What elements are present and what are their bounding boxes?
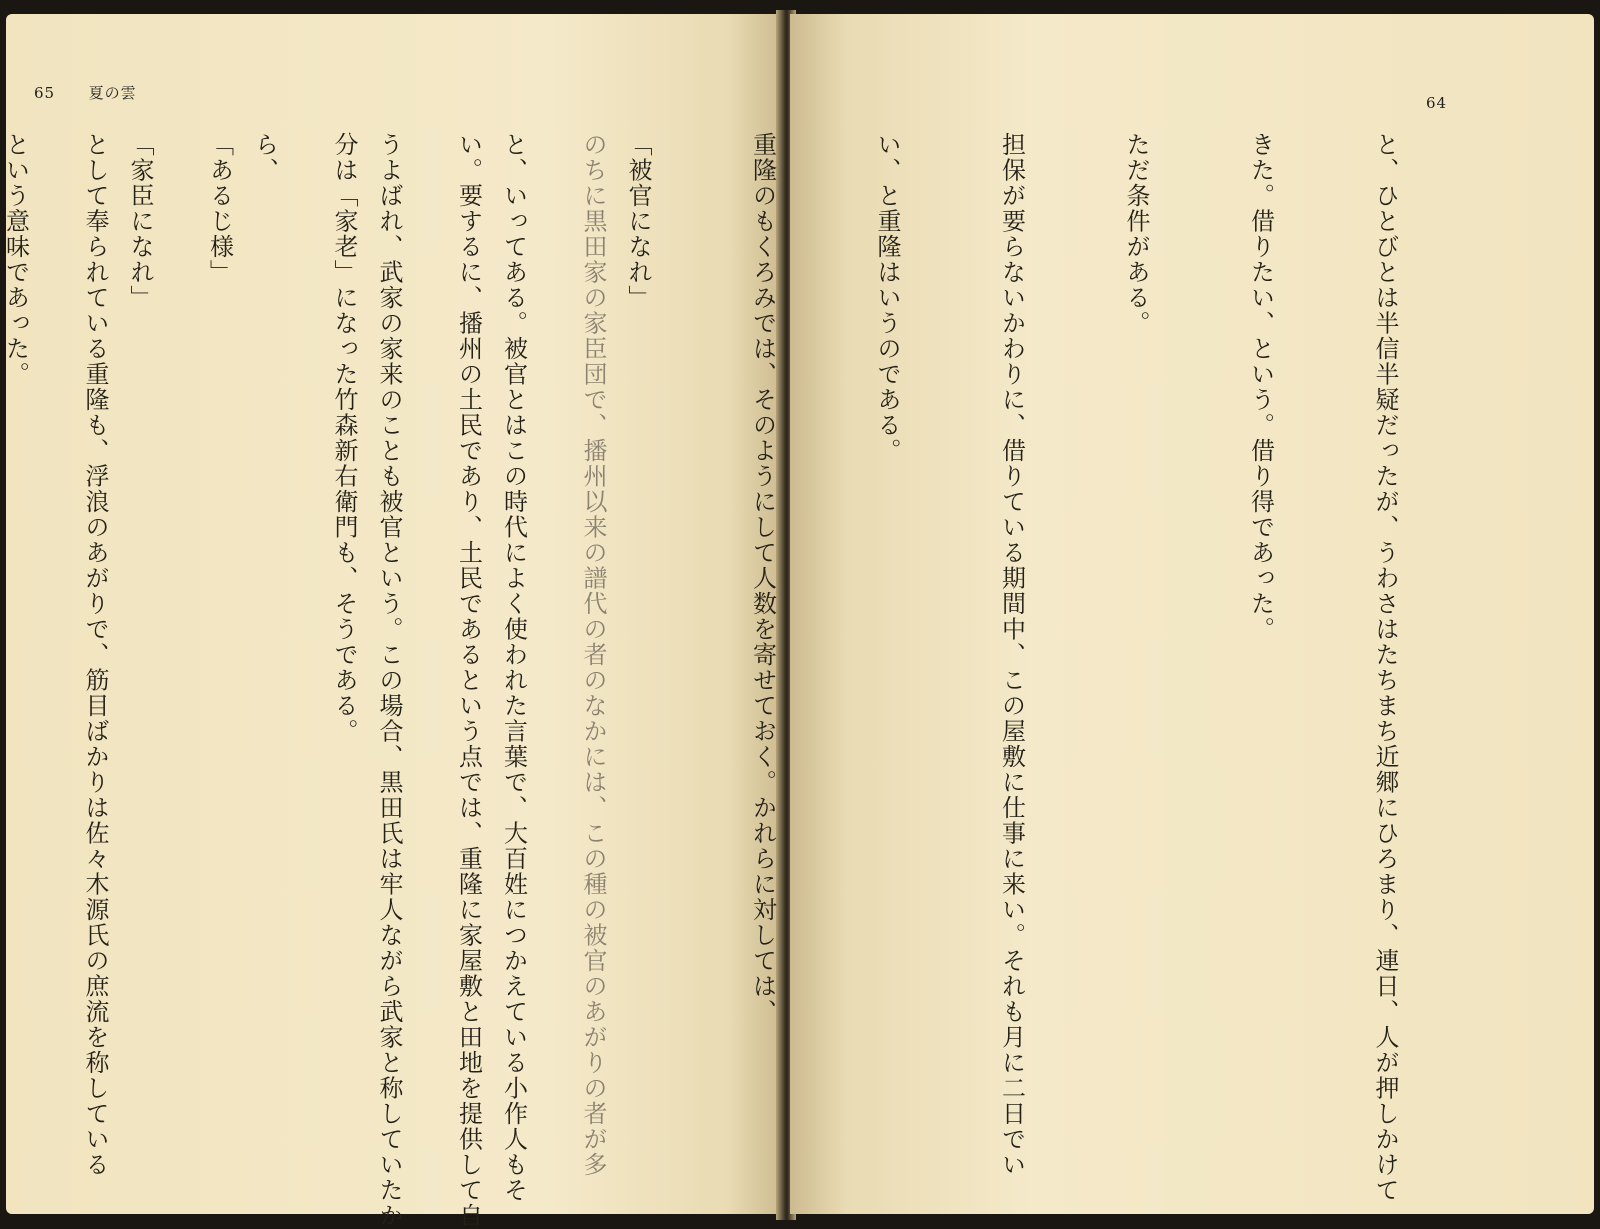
text-line: い、と重隆はいうのである。 (873, 132, 901, 464)
text-line: のちに黒田家の家臣団で、播州以来の譜代の者のなかには、この種の被官のあがりの者が多 (579, 132, 607, 1178)
text-line: 重隆のもくろみでは、そのようにして人数を寄せておく。かれらに対しては、 (748, 132, 777, 1025)
text-line: きた。借りたい、という。借り得であった。 (1246, 132, 1275, 642)
right-page-number: 64 (1426, 94, 1448, 112)
text-line: 「あるじ様」 (205, 132, 234, 285)
text-line: ただ条件がある。 (1122, 132, 1150, 336)
text-line: 担保が要らないかわりに、借りている期間中、この屋敷に仕事に来い。それも月に二日でい (997, 132, 1026, 1178)
left-page-number: 65 (34, 84, 56, 102)
text-line: として奉られている重隆も、浮浪のあがりで、筋目ばかりは佐々木源氏の庶流を称している (81, 132, 109, 1178)
text-line: い。要するに、播州の土民であり、土民であるという点では、重隆に家屋敷と田地を提供して自 (454, 132, 483, 1229)
text-line: という意味であった。 (1, 132, 30, 387)
text-line: 「家臣になれ」 (126, 132, 154, 311)
text-line: と、ひとびとは半信半疑だったが、うわさはたちまち近郷にひろまり、連日、人が押しかけて (1371, 132, 1399, 1203)
left-page-header (34, 82, 137, 103)
text-line: ら、 (250, 132, 279, 183)
text-line: 分は「家老」になった竹森新右衛門も、そうである。 (330, 132, 358, 744)
text-line: 「被官になれ」 (624, 132, 652, 311)
text-line: うよばれ、武家の家来のことも被官という。この場合、黒田氏は牢人ながら武家と称していたか (375, 132, 403, 1229)
text-line: と、いってある。被官とはこの時代によく使われた言葉で、大百姓につかえている小作人もそ (499, 132, 528, 1203)
running-head: 夏の雲 (88, 84, 137, 102)
